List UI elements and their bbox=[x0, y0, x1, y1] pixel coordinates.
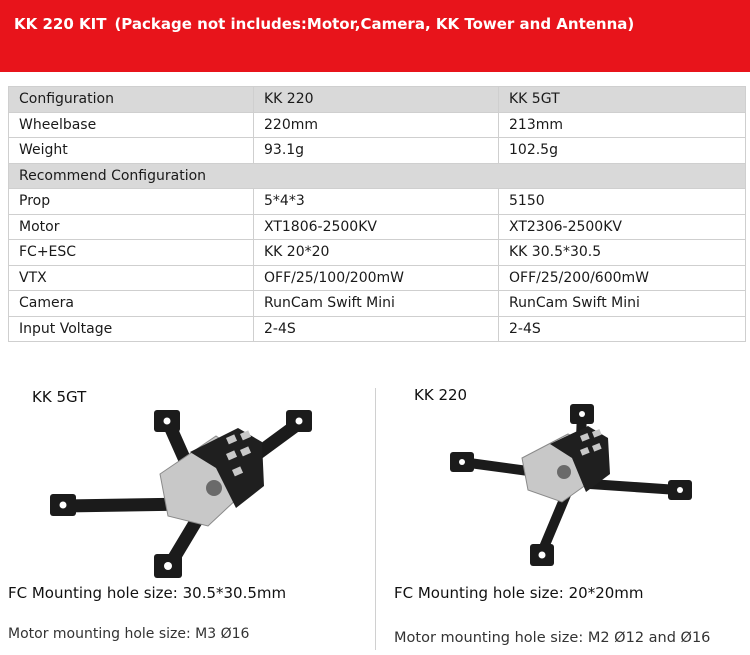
banner-title bbox=[14, 15, 634, 33]
table-row bbox=[9, 112, 746, 138]
table-cell: OFF/25/100/200mW bbox=[254, 265, 499, 291]
table-cell: 213mm bbox=[499, 112, 746, 138]
spec-table bbox=[8, 86, 746, 342]
table-cell: 220mm bbox=[254, 112, 499, 138]
table-cell: 93.1g bbox=[254, 138, 499, 164]
table-row bbox=[9, 214, 746, 240]
header-cell: KK 5GT bbox=[499, 87, 746, 113]
table-cell: 5150 bbox=[499, 189, 746, 215]
table-row bbox=[9, 189, 746, 215]
section-row bbox=[9, 163, 746, 189]
table-cell: OFF/25/200/600mW bbox=[499, 265, 746, 291]
table-cell: Motor bbox=[9, 214, 254, 240]
quadcopter-frame-220-image bbox=[440, 404, 710, 574]
table-cell: KK 20*20 bbox=[254, 240, 499, 266]
table-cell: FC+ESC bbox=[9, 240, 254, 266]
table-row bbox=[9, 138, 746, 164]
table-cell: RunCam Swift Mini bbox=[499, 291, 746, 317]
header-cell: KK 220 bbox=[254, 87, 499, 113]
table-cell: Prop bbox=[9, 189, 254, 215]
table-row bbox=[9, 291, 746, 317]
banner-title-main: KK 220 KIT bbox=[14, 15, 107, 33]
banner-title-note: (Package not includes:Motor,Camera, KK Tower and Antenna) bbox=[114, 15, 635, 33]
header-cell: Configuration bbox=[9, 87, 254, 113]
table-header-row bbox=[9, 87, 746, 113]
table-row bbox=[9, 316, 746, 342]
frame-label-220: KK 220 bbox=[414, 386, 468, 404]
frame-label-5gt: KK 5GT bbox=[32, 388, 87, 406]
table-cell: Camera bbox=[9, 291, 254, 317]
table-cell: 2-4S bbox=[499, 316, 746, 342]
fc-hole-caption-5gt: FC Mounting hole size: 30.5*30.5mm bbox=[8, 584, 287, 602]
motor-hole-caption-5gt: Motor mounting hole size: M3 Ø16 bbox=[8, 626, 250, 642]
table-cell: 5*4*3 bbox=[254, 189, 499, 215]
table-cell: KK 30.5*30.5 bbox=[499, 240, 746, 266]
table-cell: VTX bbox=[9, 265, 254, 291]
motor-hole-caption-220: Motor mounting hole size: M2 Ø12 and Ø16 bbox=[394, 630, 711, 646]
fc-hole-caption-220: FC Mounting hole size: 20*20mm bbox=[394, 584, 644, 602]
table-cell: XT2306-2500KV bbox=[499, 214, 746, 240]
table-cell: RunCam Swift Mini bbox=[254, 291, 499, 317]
table-cell: XT1806-2500KV bbox=[254, 214, 499, 240]
section-title: Recommend Configuration bbox=[9, 163, 746, 189]
table-cell: Weight bbox=[9, 138, 254, 164]
table-cell: Wheelbase bbox=[9, 112, 254, 138]
table-row bbox=[9, 240, 746, 266]
section-divider bbox=[375, 388, 376, 650]
table-cell: 2-4S bbox=[254, 316, 499, 342]
title-banner bbox=[0, 0, 750, 72]
quadcopter-frame-5gt-image bbox=[40, 408, 360, 588]
table-row bbox=[9, 265, 746, 291]
table-cell: Input Voltage bbox=[9, 316, 254, 342]
table-cell: 102.5g bbox=[499, 138, 746, 164]
